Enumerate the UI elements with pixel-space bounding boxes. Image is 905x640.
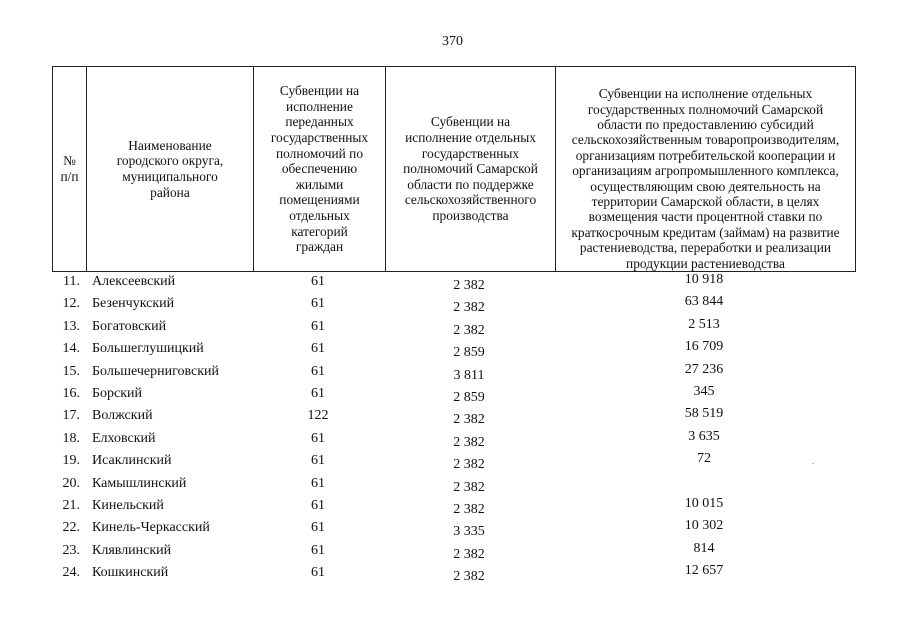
row-number: 15. bbox=[62, 364, 80, 379]
header-line: п/п bbox=[60, 169, 79, 184]
value-agriculture: 2 382 bbox=[453, 300, 485, 315]
value-housing: 61 bbox=[311, 476, 325, 491]
header-line: государственных bbox=[270, 130, 369, 146]
table-row bbox=[52, 364, 856, 386]
value-agriculture: 3 811 bbox=[453, 368, 485, 383]
value-agriculture: 2 382 bbox=[453, 323, 485, 338]
value-housing: 61 bbox=[311, 364, 325, 379]
header-line: осуществляющим свою деятельность на bbox=[590, 178, 821, 194]
district-name: Большеглушицкий bbox=[92, 341, 204, 356]
header-line: переданных bbox=[285, 114, 354, 130]
header-line: территории Самарской области, в целях bbox=[591, 193, 820, 209]
header-line: Субвенции на исполнение отдельных bbox=[598, 86, 813, 102]
header-line: области по предоставлению субсидий bbox=[597, 116, 814, 132]
header-line: полномочий Самарской bbox=[403, 161, 538, 177]
header-line: краткосрочным кредитам (займам) на развитие bbox=[571, 224, 840, 240]
district-name: Волжский bbox=[92, 408, 153, 423]
district-name: Камышлинский bbox=[92, 476, 187, 491]
scan-mark bbox=[812, 463, 814, 464]
value-agriculture: 2 382 bbox=[453, 412, 485, 427]
header-line: № bbox=[63, 153, 76, 169]
header-line: возмещения части процентной ставки по bbox=[588, 209, 823, 225]
row-number: 11. bbox=[63, 274, 80, 289]
header-line: продукции растениеводства bbox=[626, 255, 785, 271]
row-number: 14. bbox=[62, 341, 80, 356]
row-number: 13. bbox=[62, 319, 80, 334]
row-number: 17. bbox=[62, 408, 80, 423]
district-name: Безенчукский bbox=[92, 296, 175, 311]
value-housing: 61 bbox=[311, 520, 325, 535]
header-line: организациям потребительской кооперации и bbox=[575, 147, 836, 163]
value-housing: 61 bbox=[311, 386, 325, 401]
table-row bbox=[52, 386, 856, 408]
header-line: отдельных bbox=[289, 207, 350, 223]
header-line: государственных полномочий Самарской bbox=[587, 101, 824, 117]
table-row bbox=[52, 431, 856, 453]
value-housing: 61 bbox=[311, 498, 325, 513]
row-number: 19. bbox=[62, 453, 80, 468]
table-row bbox=[52, 319, 856, 341]
value-credit: 10 015 bbox=[684, 496, 724, 511]
header-line: Субвенции на bbox=[279, 83, 360, 99]
value-agriculture: 2 859 bbox=[453, 390, 485, 405]
value-credit: 58 519 bbox=[684, 406, 724, 421]
header-line: Субвенции на bbox=[430, 114, 511, 130]
header-line: организациям агропромышленного комплекса, bbox=[572, 163, 839, 179]
value-credit: 72 bbox=[697, 451, 711, 466]
header-line: исполнение отдельных bbox=[405, 130, 536, 146]
value-housing: 61 bbox=[311, 274, 325, 289]
row-number: 21. bbox=[62, 498, 80, 513]
value-agriculture: 2 382 bbox=[453, 480, 485, 495]
table-row bbox=[52, 476, 856, 498]
value-credit: 345 bbox=[693, 384, 715, 399]
district-name: Кинель-Черкасский bbox=[92, 520, 210, 535]
header-subvention-credit bbox=[555, 67, 855, 271]
district-name: Клявлинский bbox=[92, 543, 172, 558]
value-housing: 61 bbox=[311, 319, 325, 334]
table-row bbox=[52, 341, 856, 363]
header-line: обеспечению bbox=[281, 161, 358, 177]
value-agriculture: 2 382 bbox=[453, 502, 485, 517]
row-number: 22. bbox=[62, 520, 80, 535]
header-subvention-housing bbox=[253, 67, 385, 271]
header-line: области по поддержке bbox=[407, 176, 534, 192]
district-name: Большечерниговский bbox=[92, 364, 220, 379]
value-housing: 61 bbox=[311, 341, 325, 356]
header-line: Наименование bbox=[128, 137, 212, 153]
header-line: сельскохозяйственным товаропроизводителям, bbox=[571, 132, 840, 148]
row-number: 16. bbox=[62, 386, 80, 401]
district-name: Алексеевский bbox=[92, 274, 176, 289]
header-line: исполнение bbox=[286, 98, 353, 114]
value-credit: 814 bbox=[693, 541, 715, 556]
header-line: государственных bbox=[421, 145, 520, 161]
table-row bbox=[52, 408, 856, 430]
district-name: Богатовский bbox=[92, 319, 167, 334]
table-row bbox=[52, 274, 856, 296]
header-subvention-agriculture bbox=[385, 67, 555, 271]
value-housing: 61 bbox=[311, 296, 325, 311]
table-header bbox=[52, 66, 856, 272]
table-row bbox=[52, 453, 856, 475]
value-agriculture: 2 382 bbox=[453, 457, 485, 472]
row-number: 23. bbox=[62, 543, 80, 558]
header-line: сельскохозяйственного bbox=[404, 192, 537, 208]
header-line: растениеводства, переработки и реализации bbox=[579, 240, 832, 256]
district-name: Кошкинский bbox=[92, 565, 169, 580]
value-credit: 10 302 bbox=[684, 518, 724, 533]
value-housing: 61 bbox=[311, 453, 325, 468]
header-line: жилыми bbox=[295, 176, 344, 192]
row-number: 20. bbox=[62, 476, 80, 491]
header-line: граждан bbox=[295, 239, 344, 255]
value-housing: 122 bbox=[307, 408, 329, 423]
value-credit: 3 635 bbox=[688, 429, 720, 444]
header-line: района bbox=[150, 184, 190, 200]
header-line: муниципального bbox=[122, 169, 218, 184]
value-agriculture: 2 382 bbox=[453, 278, 485, 293]
table-row bbox=[52, 520, 856, 542]
value-agriculture: 2 382 bbox=[453, 569, 485, 584]
header-line: категорий bbox=[291, 223, 348, 239]
header-number bbox=[53, 67, 86, 271]
value-agriculture: 2 382 bbox=[453, 547, 485, 562]
value-agriculture: 2 382 bbox=[453, 435, 485, 450]
value-agriculture: 3 335 bbox=[453, 524, 485, 539]
value-credit: 16 709 bbox=[684, 339, 724, 354]
value-credit: 10 918 bbox=[684, 272, 724, 287]
row-number: 18. bbox=[62, 431, 80, 446]
district-name: Кинельский bbox=[92, 498, 164, 513]
value-credit: 12 657 bbox=[684, 563, 724, 578]
value-credit: 2 513 bbox=[688, 317, 720, 332]
value-agriculture: 2 859 bbox=[453, 345, 485, 360]
value-housing: 61 bbox=[311, 565, 325, 580]
value-credit: 63 844 bbox=[684, 294, 724, 309]
page-number: 370 bbox=[442, 34, 463, 49]
table-row bbox=[52, 498, 856, 520]
header-line: полномочий по bbox=[275, 145, 364, 161]
table-row bbox=[52, 565, 856, 587]
value-housing: 61 bbox=[311, 543, 325, 558]
header-line: городского округа, bbox=[116, 153, 224, 169]
header-line: производства bbox=[432, 207, 509, 223]
row-number: 12. bbox=[62, 296, 80, 311]
header-line: помещениями bbox=[279, 192, 360, 208]
table-row bbox=[52, 296, 856, 318]
table-row bbox=[52, 543, 856, 565]
row-number: 24. bbox=[62, 565, 80, 580]
district-name: Борский bbox=[92, 386, 143, 401]
value-housing: 61 bbox=[311, 431, 325, 446]
district-name: Елховский bbox=[92, 431, 156, 446]
header-name bbox=[86, 67, 253, 271]
district-name: Исаклинский bbox=[92, 453, 172, 468]
value-credit: 27 236 bbox=[684, 362, 724, 377]
